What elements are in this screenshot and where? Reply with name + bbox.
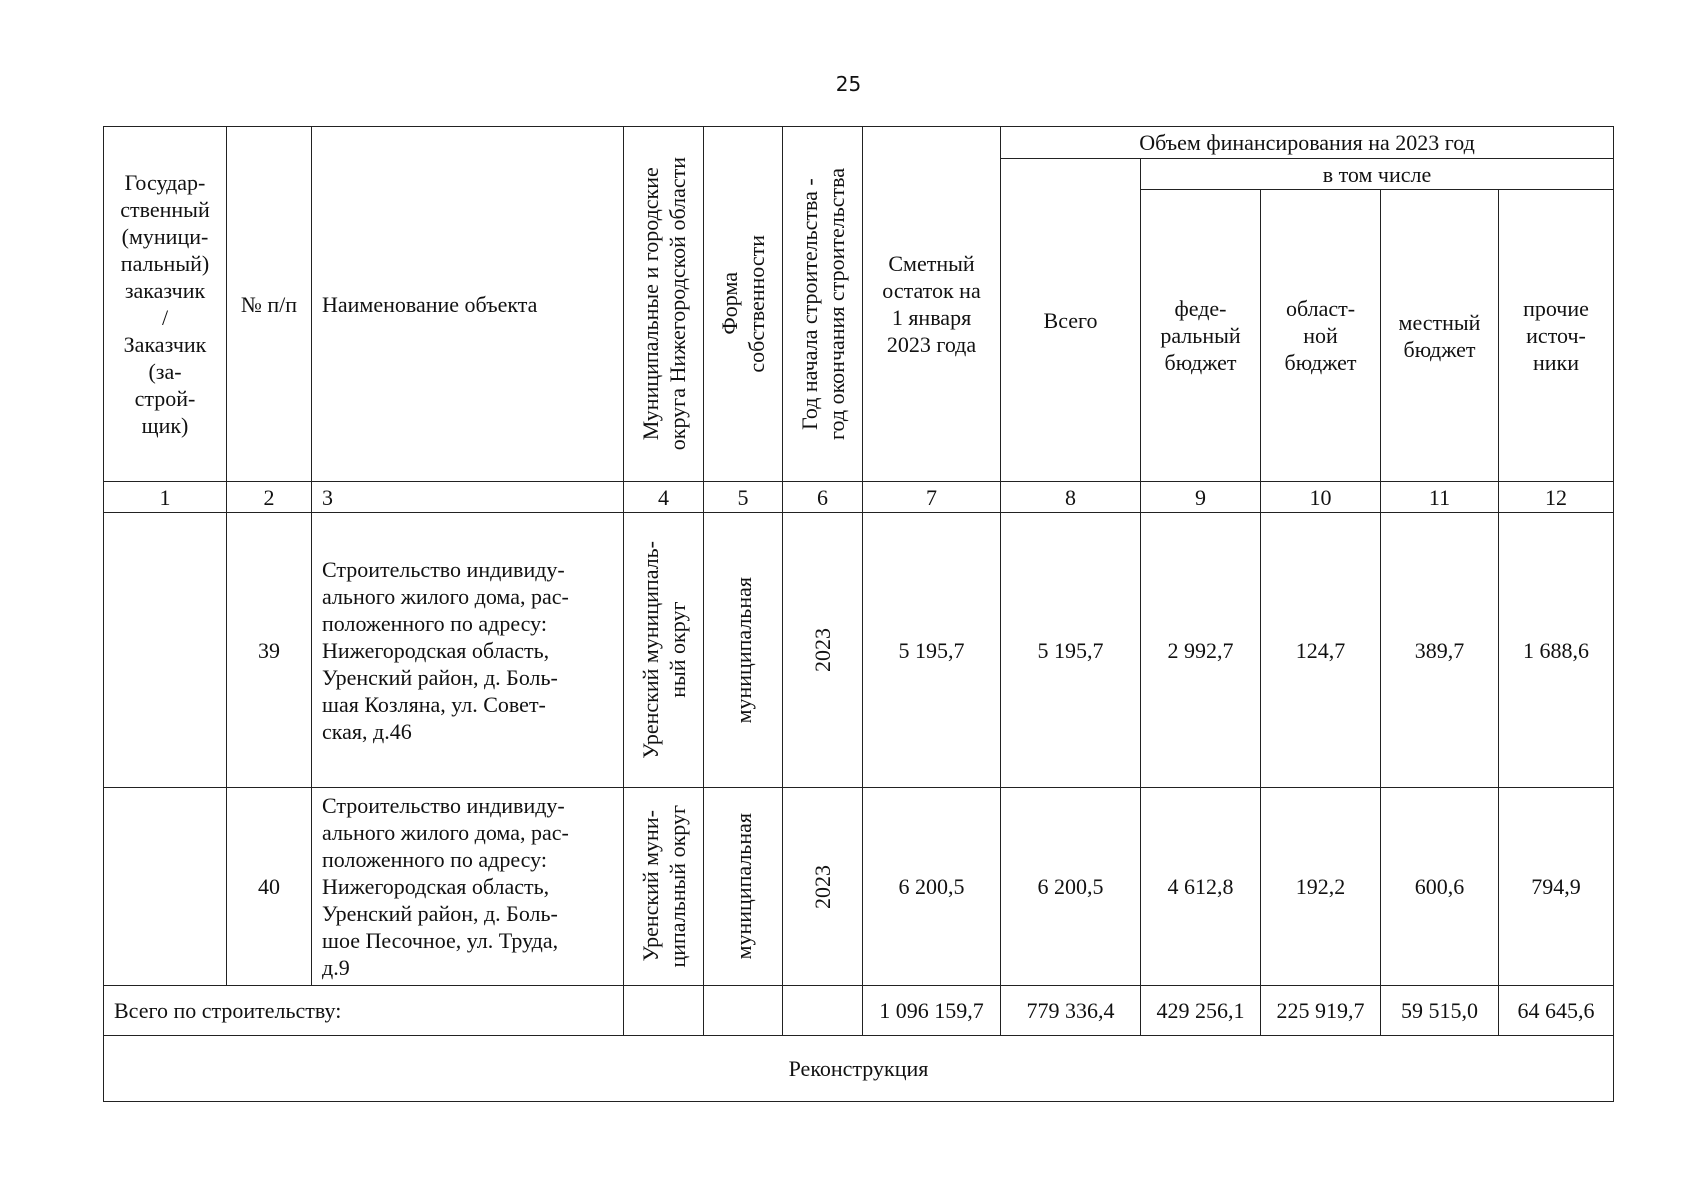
- totals-federal: 429 256,1: [1141, 986, 1261, 1036]
- header-number: № п/п: [227, 127, 312, 482]
- row-federal: 4 612,8: [1141, 788, 1261, 986]
- totals-empty: [783, 986, 863, 1036]
- header-funding-title: Объем финансирования на 2023 год: [1001, 127, 1614, 159]
- totals-local: 59 515,0: [1381, 986, 1499, 1036]
- row-ownership: [704, 513, 783, 788]
- col-number: 11: [1381, 482, 1499, 513]
- row-total: 5 195,7: [1001, 513, 1141, 788]
- col-number: 8: [1001, 482, 1141, 513]
- section-label: Реконструкция: [104, 1036, 1614, 1102]
- col-number: 6: [783, 482, 863, 513]
- row-ownership-text: муниципальная: [730, 813, 756, 960]
- row-years-text: 2023: [810, 864, 835, 909]
- row-customer: [104, 513, 227, 788]
- col-number: 9: [1141, 482, 1261, 513]
- table-row: [104, 513, 1614, 788]
- table-row: [104, 788, 1614, 986]
- col-number: 1: [104, 482, 227, 513]
- header-district: [624, 127, 704, 482]
- row-total: 6 200,5: [1001, 788, 1141, 986]
- totals-empty: [624, 986, 704, 1036]
- totals-remainder: 1 096 159,7: [863, 986, 1001, 1036]
- header-local: местный бюджет: [1381, 190, 1499, 482]
- col-number: 4: [624, 482, 704, 513]
- col-number: 3: [312, 482, 624, 513]
- row-district-text: Уренский муниципаль- ный округ: [637, 541, 690, 759]
- header-regional: област- ной бюджет: [1261, 190, 1381, 482]
- header-customer: Государ- ственный (муници- пальный) заказчик / Заказчик (за- строй- щик): [104, 127, 227, 482]
- column-numbers-row: [104, 482, 1614, 513]
- header-years-text: Год начала строительства - год окончания строительства: [796, 168, 849, 440]
- totals-row: [104, 986, 1614, 1036]
- header-federal: феде- ральный бюджет: [1141, 190, 1261, 482]
- totals-label: Всего по строительству:: [104, 986, 624, 1036]
- row-district: [624, 513, 704, 788]
- page-number: 25: [835, 72, 862, 96]
- row-number: 39: [227, 513, 312, 788]
- totals-total: 779 336,4: [1001, 986, 1141, 1036]
- col-number: 12: [1499, 482, 1614, 513]
- row-remainder: 5 195,7: [863, 513, 1001, 788]
- header-ownership-text: Форма собственности: [717, 235, 769, 373]
- row-remainder: 6 200,5: [863, 788, 1001, 986]
- row-local: 389,7: [1381, 513, 1499, 788]
- header-ownership: [704, 127, 783, 482]
- row-years: [783, 513, 863, 788]
- row-object-name: Строительство индивиду- ального жилого дома, рас- положенного по адресу: Нижегородская область, Уренский район, д. Боль- шое Песочное, ул. Труда, д.9: [312, 788, 624, 986]
- header-object-name: Наименование объекта: [312, 127, 624, 482]
- header-remainder: Сметный остаток на 1 января 2023 года: [863, 127, 1001, 482]
- row-object-name: Строительство индивиду- ального жилого дома, рас- положенного по адресу: Нижегородская область, Уренский район, д. Боль- шая Козляна, ул. Совет- ская, д.46: [312, 513, 624, 788]
- header-years: [783, 127, 863, 482]
- row-customer: [104, 788, 227, 986]
- col-number: 5: [704, 482, 783, 513]
- header-total: Всего: [1001, 159, 1141, 482]
- row-years-text: 2023: [810, 628, 835, 672]
- totals-other: 64 645,6: [1499, 986, 1614, 1036]
- row-number: 40: [227, 788, 312, 986]
- row-other: 1 688,6: [1499, 513, 1614, 788]
- col-number: 10: [1261, 482, 1381, 513]
- row-district-text: Уренский муни- ципальный округ: [637, 805, 690, 968]
- row-regional: 124,7: [1261, 513, 1381, 788]
- financing-table: [103, 126, 1614, 1102]
- row-district: [624, 788, 704, 986]
- totals-empty: [704, 986, 783, 1036]
- row-local: 600,6: [1381, 788, 1499, 986]
- row-federal: 2 992,7: [1141, 513, 1261, 788]
- row-years: [783, 788, 863, 986]
- totals-regional: 225 919,7: [1261, 986, 1381, 1036]
- header-including: в том числе: [1141, 159, 1614, 190]
- row-regional: 192,2: [1261, 788, 1381, 986]
- row-ownership-text: муниципальная: [730, 576, 756, 724]
- header-other: прочие источ- ники: [1499, 190, 1614, 482]
- header-district-text: Муниципальные и городские округа Нижегородской области: [637, 157, 690, 451]
- row-other: 794,9: [1499, 788, 1614, 986]
- section-row: [104, 1036, 1614, 1102]
- col-number: 7: [863, 482, 1001, 513]
- row-ownership: [704, 788, 783, 986]
- col-number: 2: [227, 482, 312, 513]
